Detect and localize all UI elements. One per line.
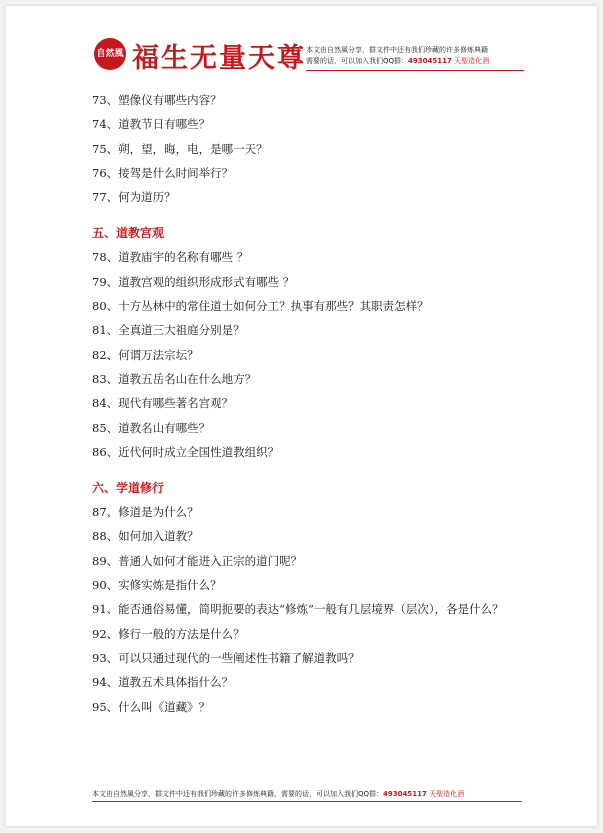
question-item: 87、修道是为什么？ (92, 505, 199, 520)
question-item: 74、道教节日有哪些？ (92, 117, 211, 132)
footer-text: 本文由自然風分享，群文件中还有我们珍藏的许多修炼典籍，需要的话，可以加入我们QQ群： (92, 790, 384, 798)
question-item: 77、何为道历？ (92, 190, 176, 205)
section-heading-practice: 六、学道修行 (92, 481, 165, 496)
header-qq-number: 493045117 (408, 57, 452, 65)
question-item: 95、什么叫《道藏》？ (92, 699, 211, 714)
question-item: 90、实修实炼是指什么？ (92, 578, 222, 593)
question-item: 76、接驾是什么时间举行？ (92, 165, 234, 180)
header-notice (306, 45, 524, 67)
question-item: 83、道教五岳名山在什么地方？ (92, 371, 257, 386)
question-item: 92、修行一般的方法是什么？ (92, 626, 245, 641)
question-item: 81、全真道三大祖庭分别是？ (92, 323, 245, 338)
header-notice-line1: 本文由自然風分享，群文件中还有我们珍藏的许多修炼典籍 (306, 46, 488, 54)
seal-logo-icon: 自然風 (94, 38, 126, 70)
header-divider (306, 70, 524, 71)
question-item: 79、道教宫观的组织形成形式有哪些 ？ (92, 274, 295, 289)
question-item: 85、道教名山有哪些？ (92, 420, 211, 435)
document-page (6, 6, 597, 826)
page-header (94, 34, 524, 82)
header-notice-line2 (306, 56, 524, 67)
header-brand: 天聖造化酒 (454, 57, 490, 65)
question-item: 94、道教五术具体指什么？ (92, 675, 234, 690)
question-item: 78、道教庙宇的名称有哪些 ？ (92, 250, 249, 265)
question-item: 82、何谓万法宗坛？ (92, 347, 199, 362)
header-logo-text: 福生无量天尊 (132, 43, 306, 74)
question-item: 86、近代何时成立全国性道教组织？ (92, 444, 280, 459)
footer-qq-number: 493045117 (383, 790, 427, 798)
page-footer (92, 788, 522, 802)
question-list (92, 88, 532, 719)
question-item: 88、如何加入道教？ (92, 529, 199, 544)
question-item: 84、现代有哪些著名宫观？ (92, 396, 234, 411)
question-item: 75、朔，望，晦，电，是哪一天？ (92, 141, 268, 156)
header-notice-prefix: 需要的话，可以加入我们QQ群： (306, 57, 409, 65)
question-item: 73、塑像仪有哪些内容？ (92, 93, 222, 107)
section-heading-temples: 五、道教宫观 (92, 226, 165, 241)
question-item: 89、普通人如何才能进入正宗的道门呢？ (92, 553, 303, 568)
question-item: 93、可以只通过现代的一些阐述性书籍了解道教吗？ (92, 650, 360, 665)
question-item: 80、十方丛林中的常住道士如何分工？执事有那些？其职责怎样？ (92, 299, 429, 314)
footer-brand: 天聖造化酒 (429, 790, 465, 798)
question-item: 91、能否通俗易懂，简明扼要的表达“修炼”一般有几层境界（层次），各是什么？ (92, 602, 504, 617)
